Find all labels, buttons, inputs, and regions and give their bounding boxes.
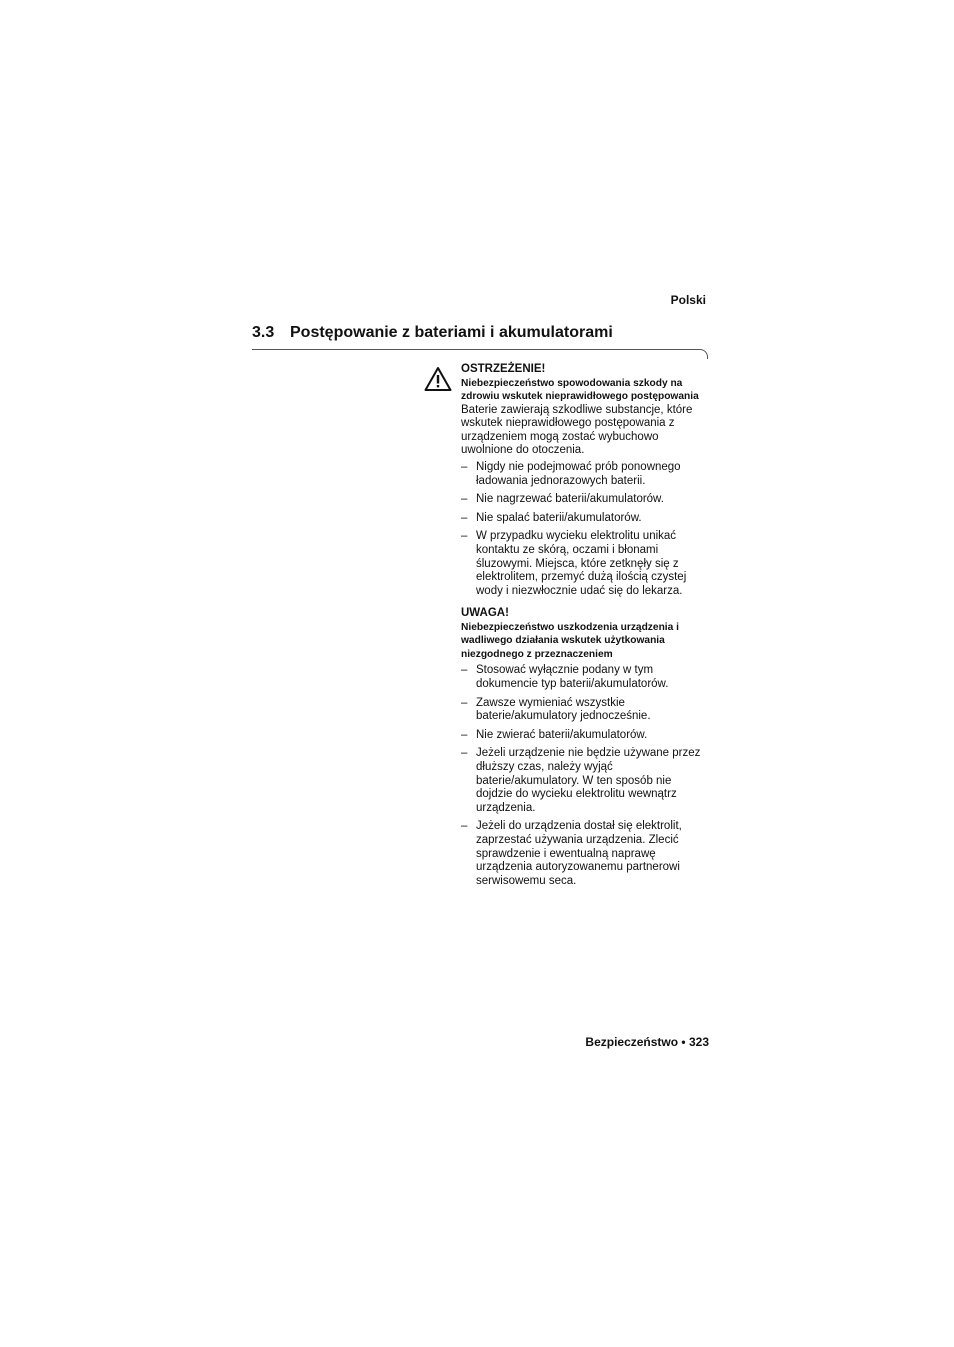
list-item: – Jeżeli do urządzenia dostał się elektrolit, zaprzestać używania urządzenia. Zlecić sprawdzenie i ewentualną naprawę urządzenia autoryzowanemu partnerowi serwisowemu seca. — [461, 820, 711, 888]
warning-subtitle: Niebezpieczeństwo spowodowania szkody na zdrowiu wskutek nieprawidłowego postępowania — [461, 377, 699, 403]
list-item: – Nie nagrzewać baterii/akumulatorów. — [461, 493, 711, 507]
list-item: – Nie zwierać baterii/akumulatorów. — [461, 729, 711, 743]
caution-list — [461, 664, 711, 888]
list-item: – Nie spalać baterii/akumulatorów. — [461, 512, 711, 526]
section-number: 3.3 — [252, 324, 275, 341]
list-item: – Nigdy nie podejmować prób ponownego ładowania jednorazowych baterii. — [461, 461, 711, 488]
language-label: Polski — [670, 293, 706, 307]
safety-content — [461, 363, 711, 893]
warning-text: Baterie zawierają szkodliwe substancje, które wskutek nieprawidłowego postępowania z urządzeniem mogą zostać wybuchowo uwolnione do otoczenia. — [461, 403, 693, 457]
list-item: – Stosować wyłącznie podany w tym dokumencie typ baterii/akumulatorów. — [461, 664, 711, 691]
caution-title: UWAGA! — [461, 607, 509, 620]
section-divider-hook — [699, 349, 708, 359]
section-title-text: Postępowanie z bateriami i akumulatorami — [290, 324, 613, 341]
warning-list — [461, 461, 711, 598]
caution-subtitle: Niebezpieczeństwo uszkodzenia urządzenia i wadliwego działania wskutek użytkowania niezgodnego z przeznaczeniem — [461, 621, 679, 660]
section-title — [252, 324, 613, 342]
section-divider — [252, 349, 700, 350]
list-item: – Zawsze wymieniać wszystkie baterie/akumulatory jednocześnie. — [461, 697, 711, 724]
warning-triangle-icon — [424, 366, 452, 392]
list-item: – Jeżeli urządzenie nie będzie używane przez dłuższy czas, należy wyjąć baterie/akumulatory. W ten sposób nie dojdzie do wycieku elektrolitu wewnątrz urządzenia. — [461, 747, 711, 815]
page-footer: Bezpieczeństwo • 323 — [585, 1035, 709, 1049]
list-item: – W przypadku wycieku elektrolitu unikać kontaktu ze skórą, oczami i błonami śluzowymi. Miejsca, które zetknęły się z elektrolitem, przemyć dużą ilością czystej wody i niezwłocznie udać się do lekarza. — [461, 530, 711, 598]
warning-title: OSTRZEŻENIE! — [461, 363, 546, 375]
